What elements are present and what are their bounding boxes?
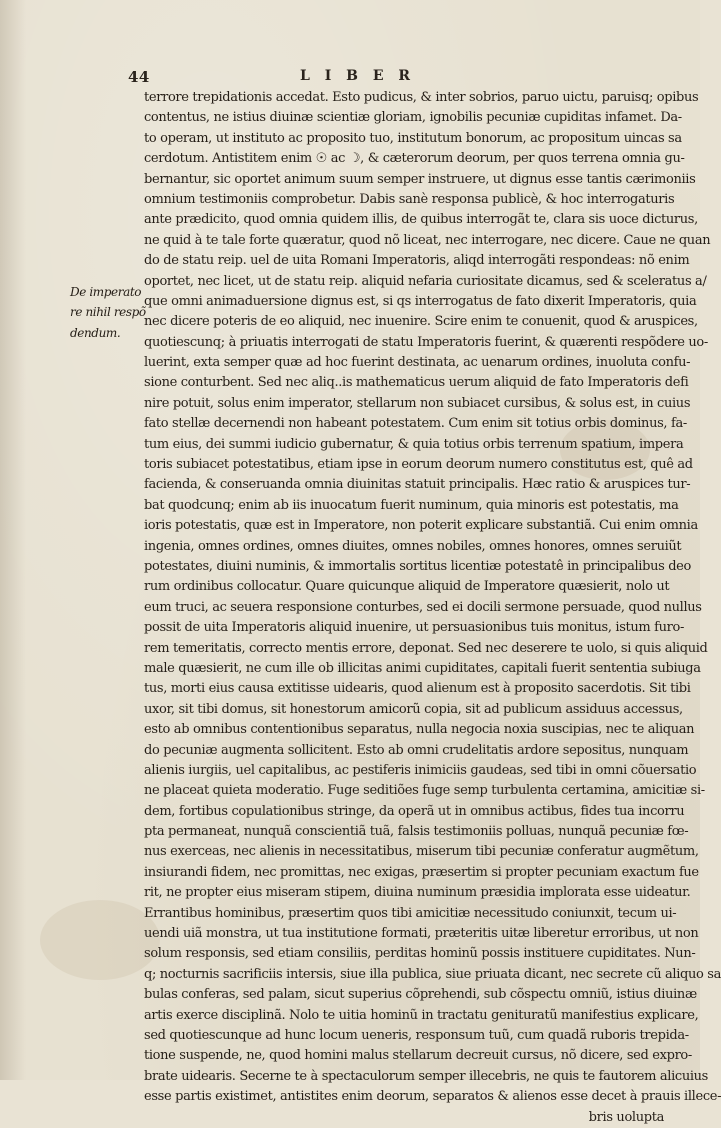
text-line: dem, fortibus copulationibus stringe, da operã ut in omnibus actibus, fides tua incorru bbox=[144, 803, 685, 819]
text-line: toris subiacet potestatibus, etiam ipse in eorum deorum numero constitutus est, quê ad bbox=[144, 457, 693, 473]
text-line: ne quid à te tale forte quæratur, quod nõ liceat, nec interrogare, nec dicere. Caue ne quan bbox=[144, 232, 711, 248]
text-line: ante prædicito, quod omnia quidem illis, de quibus interrogãt te, clara sis uoce dicturus, bbox=[144, 212, 698, 228]
text-line: eum truci, ac seuera responsione conturbes, sed ei docili sermone persuade, quod nullus bbox=[144, 599, 702, 615]
text-line: cerdotum. Antistitem enim ☉ ac ☽, & cæterorum deorum, per quos terrena omnia gu- bbox=[144, 151, 685, 167]
text-line: omnium testimoniis comprobetur. Dabis sanè responsa publicè, & hoc interrogaturis bbox=[144, 191, 675, 207]
text-line: do pecuniæ augmenta sollicitent. Esto ab omni crudelitatis ardore sepositus, nunquam bbox=[144, 742, 689, 758]
text-line: bernantur, sic oportet animum suum semper instruere, ut dignus esse tantis cærimoniis bbox=[144, 171, 696, 187]
text-line: uxor, sit tibi domus, sit honestorum amicorũ copia, sit ad publicum assiduus accessus, bbox=[144, 701, 683, 717]
text-line: bat quodcunq; enim ab iis inuocatum fuerit numinum, quia minoris est potestatis, ma bbox=[144, 497, 679, 513]
text-line: to operam, ut instituto ac proposito tuo, institutum bonorum, ac propositum uincas sa bbox=[144, 130, 682, 146]
text-line: terrore trepidationis accedat. Esto pudicus, & inter sobrios, paruo uictu, paruisq; opibus bbox=[144, 90, 699, 105]
text-line: Errantibus hominibus, præsertim quos tibi amicitiæ necessitudo coniunxit, tecum ui- bbox=[144, 905, 677, 921]
text-line: q; nocturnis sacrificiis intersis, siue illa publica, siue priuata dicant, nec secrete cũ aliquo sa bbox=[144, 966, 721, 982]
margin-note-line: re nihil respõ bbox=[70, 305, 146, 320]
text-line: bulas conferas, sed palam, sicut superius cõprehendi, sub cõspectu omniũ, istius diuinæ bbox=[144, 987, 697, 1003]
text-line: ingenia, omnes ordines, omnes diuites, omnes nobiles, omnes honores, omnes seruiũt bbox=[144, 538, 682, 554]
text-line: male quæsierit, ne cum ille ob illicitas animi cupiditates, capitali fuerit sententia subiuga bbox=[144, 660, 701, 676]
text-line: bris uolupta bbox=[588, 1109, 664, 1125]
page-header bbox=[128, 68, 668, 90]
text-line: insiurandi fidem, nec promittas, nec exigas, præsertim si propter pecuniam exactum fue bbox=[144, 864, 699, 880]
text-line: nus exerceas, nec alienis in necessitatibus, miserum tibi pecuniæ conferatur augmẽtum, bbox=[144, 844, 699, 860]
text-line: brate uidearis. Secerne te à spectaculorum semper illecebris, ne quis te fautorem alicuius bbox=[144, 1068, 708, 1084]
text-line: rem temeritatis, correcto mentis errore, deponat. Sed nec deserere te uolo, si quis aliquid bbox=[144, 640, 708, 656]
body-text bbox=[144, 88, 721, 1128]
text-line: fato stellæ decernendi non habeant potestatem. Cum enim sit totius orbis dominus, fa- bbox=[144, 416, 687, 432]
text-line: solum responsis, sed etiam consiliis, perditas hominũ possis instituere cupiditates. Nun- bbox=[144, 946, 696, 962]
text-line: ne placeat quieta moderatio. Fuge seditiões fuge semp turbulenta certamina, amicitiæ si- bbox=[144, 783, 705, 799]
margin-note bbox=[70, 282, 144, 343]
text-line: artis exerce disciplinã. Nolo te uitia hominũ in tractatu genituratũ manifestius explicare, bbox=[144, 1007, 699, 1023]
text-line: esto ab omnibus contentionibus separatus, nulla negocia noxia suscipias, nec te aliquan bbox=[144, 722, 695, 738]
text-line: alienis iurgiis, uel capitalibus, ac pestiferis inimiciis gaudeas, sed tibi in omni cõuersatio bbox=[144, 762, 697, 778]
text-line: rit, ne propter eius miseram stipem, diuina numinum præsidia implorata esse uideatur. bbox=[144, 885, 691, 901]
text-line: uendi uiã monstra, ut tua institutione formati, præteritis uitæ liberetur erroribus, ut non bbox=[144, 926, 699, 942]
text-line: sed quotiescunque ad hunc locum ueneris, responsum tuũ, cum quadã ruboris trepida- bbox=[144, 1027, 689, 1043]
text-line: luerint, exta semper quæ ad hoc fuerint destinata, ac uenarum ordines, inuoluta confu- bbox=[144, 355, 691, 371]
text-line: sione conturbent. Sed nec aliq..is mathematicus uerum aliquid de fato Imperatoris defi bbox=[144, 375, 689, 391]
text-line: nec dicere poteris de eo aliquid, nec inuenire. Scire enim te conuenit, quod & aruspices, bbox=[144, 314, 698, 330]
text-line: potestates, diuini numinis, & immortalis sortitus licentiæ potestatê in principalibus deo bbox=[144, 558, 691, 574]
text-line: esse partis existimet, antistites enim deorum, separatos & alienos esse decet à prauis illece- bbox=[144, 1089, 721, 1105]
text-line: ioris potestatis, quæ est in Imperatore, non poterit explicare substantiã. Cui enim omnia bbox=[144, 518, 698, 534]
text-line: tus, morti eius causa extitisse uidearis, quod alienum est à proposito sacerdotis. Sit tibi bbox=[144, 681, 691, 697]
text-line: contentus, ne istius diuinæ scientiæ gloriam, ignobilis pecuniæ cupiditas infamet. Da- bbox=[144, 110, 682, 126]
text-line: pta permaneat, nunquã conscientiã tuã, falsis testimoniis polluas, nunquã pecuniæ fœ- bbox=[144, 824, 689, 840]
text-line: tione suspende, ne, quod homini malus stellarum decreuit cursus, nõ dicere, sed expro- bbox=[144, 1048, 692, 1064]
text-line: nire potuit, solus enim imperator, stellarum non subiacet cursibus, & solus est, in cuius bbox=[144, 395, 691, 411]
text-line: tum eius, dei summi iudicio gubernatur, & quia totius orbis terrenum spatium, impera bbox=[144, 436, 684, 452]
text-line: rum ordinibus collocatur. Quare quicunque aliquid de Imperatore quæsierit, nolo ut bbox=[144, 579, 670, 595]
paper-stain bbox=[40, 900, 160, 980]
margin-note-line: dendum. bbox=[70, 325, 121, 340]
text-line: que omni animaduersione dignus est, si qs interrogatus de fato dixerit Imperatoris, quia bbox=[144, 293, 697, 309]
text-line: possit de uita Imperatoris aliquid inuenire, ut persuasionibus tuis monitus, istum furo- bbox=[144, 620, 685, 636]
text-line: oportet, nec licet, ut de statu reip. aliquid nefaria curiositate dicamus, sed & sceleratus a/ bbox=[144, 273, 707, 289]
text-line: quotiescunq; à priuatis interrogati de statu Imperatoris fuerint, & quærenti respõdere uo- bbox=[144, 334, 708, 350]
running-head: L I B E R bbox=[300, 68, 416, 84]
text-line: do de statu reip. uel de uita Romani Imperatoris, aliqd interrogãti respondeas: nõ enim bbox=[144, 253, 690, 269]
text-line: facienda, & conseruanda omnia diuinitas statuit principalis. Hæc ratio & aruspices tur- bbox=[144, 477, 691, 493]
margin-note-line: De imperato bbox=[70, 285, 142, 299]
page-number: 44 bbox=[128, 68, 150, 86]
